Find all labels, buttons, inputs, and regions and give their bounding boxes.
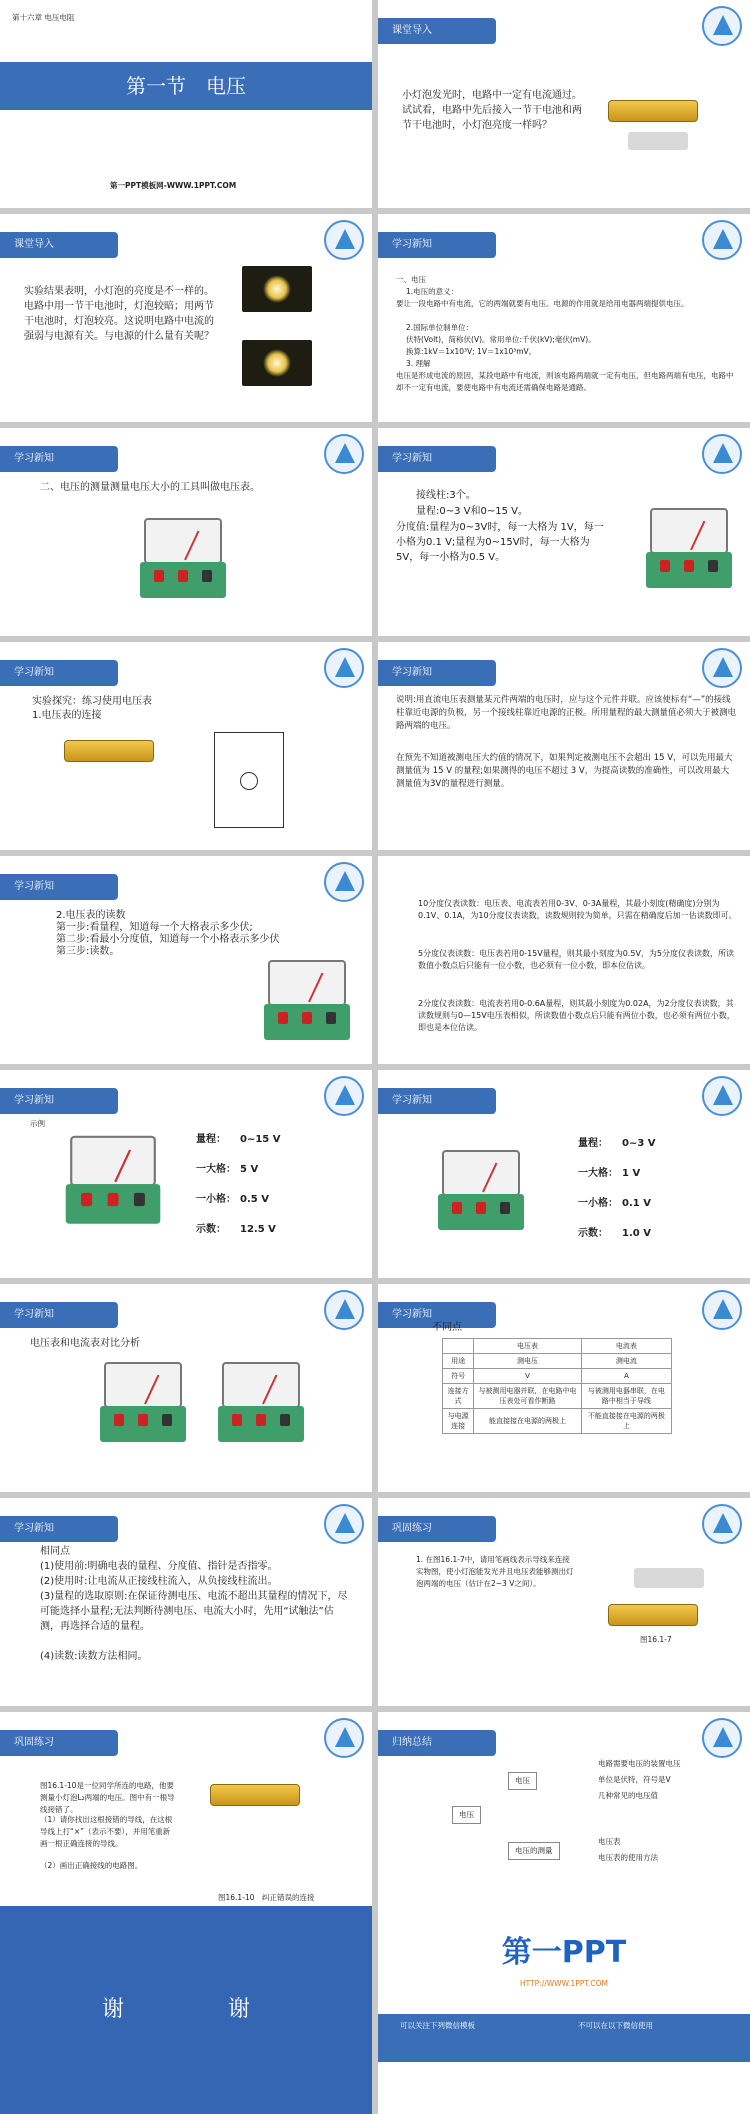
section-tag: 学习新知 <box>0 874 118 900</box>
reading-value: 12.5 V <box>240 1224 276 1235</box>
voltmeter-image <box>140 518 226 604</box>
slide-4[interactable] <box>378 214 750 422</box>
section-tag: 课堂导入 <box>0 232 118 258</box>
slide-8[interactable] <box>378 642 750 850</box>
triangle-logo-icon <box>324 1290 364 1330</box>
mindmap-leaf: 单位是伏特，符号是V <box>598 1775 671 1784</box>
slide-1[interactable] <box>0 0 372 208</box>
reading-value: 0~3 V <box>622 1138 656 1149</box>
mindmap-branch: 电压的测量 <box>508 1842 560 1860</box>
switch-image <box>634 1568 704 1588</box>
slide-7[interactable] <box>0 642 372 850</box>
reading-value: 1 V <box>622 1168 641 1179</box>
section-tag: 巩固练习 <box>0 1730 118 1756</box>
reading-label: 一大格： <box>196 1164 236 1175</box>
section-tag: 学习新知 <box>0 1302 118 1328</box>
figure-caption: 图16.1-10 纠正错误的连接 <box>218 1893 315 1902</box>
triangle-logo-icon <box>702 1076 742 1116</box>
table-header: 电流表 <box>581 1339 671 1354</box>
triangle-logo-icon <box>702 1290 742 1330</box>
content-paragraph: 10分度仪表读数：电压表、电流表若用0-3V、0-3A量程，其最小刻度(精确度)分别为0.1V、0.1A，为10分度仪表读数，读数规则较为简单，只需在精确度后加一估读数即可。 <box>418 899 737 920</box>
triangle-logo-icon <box>702 6 742 46</box>
triangle-logo-icon <box>324 1076 364 1116</box>
reading-label: 一小格： <box>196 1194 236 1205</box>
content-paragraph: 在预先不知道被测电压大约值的情况下，如果判定被测电压不会超出 15 V，可以先用最大测量值为 15 V 的量程;如果测得的电压不超过 3 V，为提高读数的准确性，可以改用最大测量值为3V的量程进行测量。 <box>396 753 733 789</box>
table-cell: 不能直接接在电源的两极上 <box>581 1409 671 1434</box>
voltmeter-image <box>264 960 350 1046</box>
bulb-symbol-icon <box>240 772 258 790</box>
triangle-logo-icon <box>324 862 364 902</box>
exercise-text: 图16.1-10是一位同学所连的电路，他要测量小灯泡L₂两端的电压。图中有一根导线接错了。 <box>40 1781 175 1814</box>
exercise-text: （1）请你找出这根接错的导线，在这根导线上打“×”（表示不要），并用笔重新画一根正确连接的导线。 <box>40 1815 173 1848</box>
content-line: 相同点 <box>40 1546 70 1557</box>
section-tag: 学习新知 <box>378 660 496 686</box>
section-tag: 学习新知 <box>378 446 496 472</box>
section-tag: 学习新知 <box>0 1088 118 1114</box>
slide-16[interactable] <box>378 1498 750 1706</box>
slide-12[interactable] <box>378 1070 750 1278</box>
triangle-logo-icon <box>324 648 364 688</box>
comparison-table <box>442 1338 672 1434</box>
battery-image <box>210 1784 300 1806</box>
ammeter-symbol-icon: A <box>581 1369 671 1384</box>
content-line: 量程:0~3 V和0~15 V。 <box>416 506 528 517</box>
content-line: 实验探究：练习使用电压表 <box>32 696 152 707</box>
voltmeter-symbol-icon: V <box>474 1369 582 1384</box>
slide-text: 电压表和电流表对比分析 <box>30 1338 140 1349</box>
slide-14[interactable] <box>378 1284 750 1492</box>
reading-label: 示数： <box>196 1224 226 1235</box>
reading-value: 0.1 V <box>622 1198 651 1209</box>
slide-3[interactable] <box>0 214 372 422</box>
slide-15[interactable] <box>0 1498 372 1706</box>
content-line: 接线柱:3个。 <box>416 490 476 501</box>
table-cell: 与被测用电器并联，在电路中电压表处可看作断路 <box>474 1384 582 1409</box>
section-tag: 学习新知 <box>378 232 496 258</box>
reading-value: 1.0 V <box>622 1228 651 1239</box>
reading-label: 量程： <box>578 1138 608 1149</box>
mindmap-branch: 电压 <box>508 1772 537 1790</box>
triangle-logo-icon <box>324 1504 364 1544</box>
section-tag: 巩固练习 <box>378 1516 496 1542</box>
voltmeter-image <box>646 508 732 594</box>
reading-label: 一小格： <box>578 1198 618 1209</box>
content-line: 1.电压表的连接 <box>32 710 102 721</box>
mindmap-leaf: 几种常见的电压值 <box>598 1791 658 1800</box>
content-paragraph: 说明:用直流电压表测量某元件两端的电压时，应与这个元件并联。应该使标有“—”的接线柱靠近电源的负极，另一个接线柱靠近电源的正极。所用量程的最大测量值必须大于被测电路两端的电压。 <box>396 695 737 731</box>
slide-19[interactable] <box>0 1906 372 2114</box>
triangle-logo-icon <box>702 1504 742 1544</box>
triangle-logo-icon <box>324 434 364 474</box>
switch-image <box>628 132 688 150</box>
reading-value: 5 V <box>240 1164 259 1175</box>
content-paragraph: 5分度仪表读数：电压表若用0-15V量程，则其最小刻度为0.5V，为5分度仪表读数，所读数值小数点后只能有一位小数，也必须有一位小数，即本位估读。 <box>418 949 735 970</box>
slide-18[interactable] <box>378 1712 750 1920</box>
reading-label: 一大格： <box>578 1168 618 1179</box>
content-line: 第三步:读数。 <box>56 946 120 957</box>
section-tag: 学习新知 <box>0 660 118 686</box>
reading-label: 量程： <box>196 1134 226 1145</box>
bulb-bright-photo <box>242 340 312 386</box>
triangle-logo-icon <box>702 1718 742 1758</box>
chapter-label: 第十六章 电压电阻 <box>12 13 75 22</box>
ammeter-image <box>218 1362 304 1448</box>
table-cell: 连接方式 <box>443 1384 474 1409</box>
table-cell: 与电源连接 <box>443 1409 474 1434</box>
bulb-dim-photo <box>242 266 312 312</box>
right-info-title: 不可以在以下微信使用 <box>578 2021 653 2030</box>
triangle-logo-icon <box>324 220 364 260</box>
content-line: 2.国际单位制单位： <box>406 323 474 332</box>
content-paragraph: 2分度仪表读数：电流表若用0-0.6A量程，则其最小刻度为0.02A，为2分度仪表读数，其读数规则与0—15V电压表相似，所读数值小数点后只能有两位小数，也必须有两位小数，即也是本位估读。 <box>418 999 735 1032</box>
content-line: 第二步:看最小分度值，知道每一个小格表示多少伏 <box>56 934 280 945</box>
table-title: 不同点 <box>432 1322 462 1333</box>
slide-2[interactable] <box>378 0 750 208</box>
mindmap-leaf: 电压表的使用方法 <box>598 1853 658 1862</box>
table-header <box>443 1339 474 1354</box>
content-line: 伏特(Volt)，简称伏(V)。常用单位:千伏(kV);毫伏(mV)。 <box>406 335 596 344</box>
triangle-logo-icon <box>702 648 742 688</box>
section-tag: 学习新知 <box>0 1516 118 1542</box>
table-cell: 能直接接在电源的两极上 <box>474 1409 582 1434</box>
section-tag: 课堂导入 <box>378 18 496 44</box>
content-line: 换算:1kV＝1x10³V; 1V＝1x10³mV。 <box>406 347 537 356</box>
content-line: 电压是形成电流的原因，某段电路中有电流，则该电路两端就一定有电压，但电路两端有电压，电路中却不一定有电流，要使电路中有电流还需确保电路是通路。 <box>396 371 734 392</box>
content-line: 分度值:量程为0~3V时，每一大格为 1V，每一小格为0.1 V;量程为0~15V时，每一大格为5V，每一小格为0.5 V。 <box>396 522 604 563</box>
slide-title: 第一节 电压 <box>126 74 246 98</box>
section-tag: 学习新知 <box>378 1302 496 1328</box>
section-tag: 归纳总结 <box>378 1730 496 1756</box>
content-line: 一、电压 <box>396 275 426 284</box>
slide-9[interactable] <box>0 856 372 1064</box>
content-line: (1)使用前:明确电表的量程、分度值、指针是否指零。 <box>40 1561 278 1572</box>
figure-caption: 图16.1-7 <box>640 1635 672 1644</box>
section-tag: 学习新知 <box>0 446 118 472</box>
slide-13[interactable] <box>0 1284 372 1492</box>
voltmeter-image <box>100 1362 186 1448</box>
reading-value: 0.5 V <box>240 1194 269 1205</box>
slide-text: 二、电压的测量测量电压大小的工具叫做电压表。 <box>40 482 260 493</box>
example-label: 示例 <box>30 1119 45 1128</box>
content-line: (2)使用时:让电流从正接线柱流入，从负接线柱流出。 <box>40 1576 278 1587</box>
battery-image <box>608 1604 698 1626</box>
mindmap-leaf: 电路需要电压的装置电压 <box>598 1759 681 1768</box>
exercise-text: （2）画出正确接线的电路图。 <box>40 1861 143 1870</box>
content-line: 第一步:看量程，知道每一个大格表示多少伏; <box>56 922 253 933</box>
slide-17[interactable] <box>0 1712 372 1920</box>
thanks-text: 谢 谢 <box>0 1906 372 2114</box>
slide-text: 小灯泡发光时，电路中一定有电流通过。试试看，电路中先后接入一节干电池和两节干电池时，小灯泡亮度一样吗？ <box>402 90 582 131</box>
table-header: 电压表 <box>474 1339 582 1354</box>
exercise-text: 1. 在图16.1-7中，请用笔画线表示导线来连接实物图，使小灯泡能发光并且电压表能够测出灯泡两端的电压（估计在2~3 V之间）。 <box>416 1555 574 1588</box>
triangle-logo-icon <box>702 434 742 474</box>
table-cell: 测电压 <box>474 1354 582 1369</box>
slide-11[interactable] <box>0 1070 372 1278</box>
brand-logo: 第一PPT <box>501 1935 627 1970</box>
left-info-title: 可以关注下列微信模板 <box>400 2021 475 2030</box>
triangle-logo-icon <box>324 1718 364 1758</box>
voltmeter-image <box>438 1150 524 1236</box>
mindmap-leaf: 电压表 <box>598 1837 621 1846</box>
content-line: 3. 理解 <box>406 359 431 368</box>
table-cell: 与被测用电器串联，在电路中相当于导线 <box>581 1384 671 1409</box>
reading-label: 示数： <box>578 1228 608 1239</box>
voltmeter-image <box>66 1136 161 1231</box>
content-line: (3)量程的选取原则:在保证待测电压、电流不超出其量程的情况下，尽可能选择小量程;无法判断待测电压、电流大小时，先用“试触法”估测，再选择合适的量程。 <box>40 1591 348 1632</box>
slide-20[interactable] <box>378 1906 750 2114</box>
table-cell: 用途 <box>443 1354 474 1369</box>
slide-6[interactable] <box>378 428 750 636</box>
content-line: (4)读数:读数方法相同。 <box>40 1651 148 1662</box>
brand-url: HTTP://WWW.1PPT.COM <box>519 1979 609 1988</box>
content-line: 2.电压表的读数 <box>56 910 126 921</box>
triangle-logo-icon <box>702 220 742 260</box>
battery-image <box>608 100 698 122</box>
slide-5[interactable] <box>0 428 372 636</box>
footer-text: 第一PPT模板网-WWW.1PPT.COM <box>110 181 237 190</box>
slide-10[interactable] <box>378 856 750 1064</box>
content-line: 要让一段电路中有电流，它的两端就要有电压。电源的作用就是给用电器两端提供电压。 <box>396 299 689 308</box>
battery-image <box>64 740 154 762</box>
reading-value: 0~15 V <box>240 1134 281 1145</box>
table-cell: 测电流 <box>581 1354 671 1369</box>
content-line: 1.电压的意义： <box>406 287 459 296</box>
mindmap-root: 电压 <box>452 1806 481 1824</box>
section-tag: 学习新知 <box>378 1088 496 1114</box>
table-cell: 符号 <box>443 1369 474 1384</box>
slide-text: 实验结果表明，小灯泡的亮度是不一样的。电路中用一节干电池时，灯泡较暗；用两节干电池时，灯泡较亮。这说明电路中电流的强弱与电源有关。与电源的什么量有关呢？ <box>24 286 214 342</box>
